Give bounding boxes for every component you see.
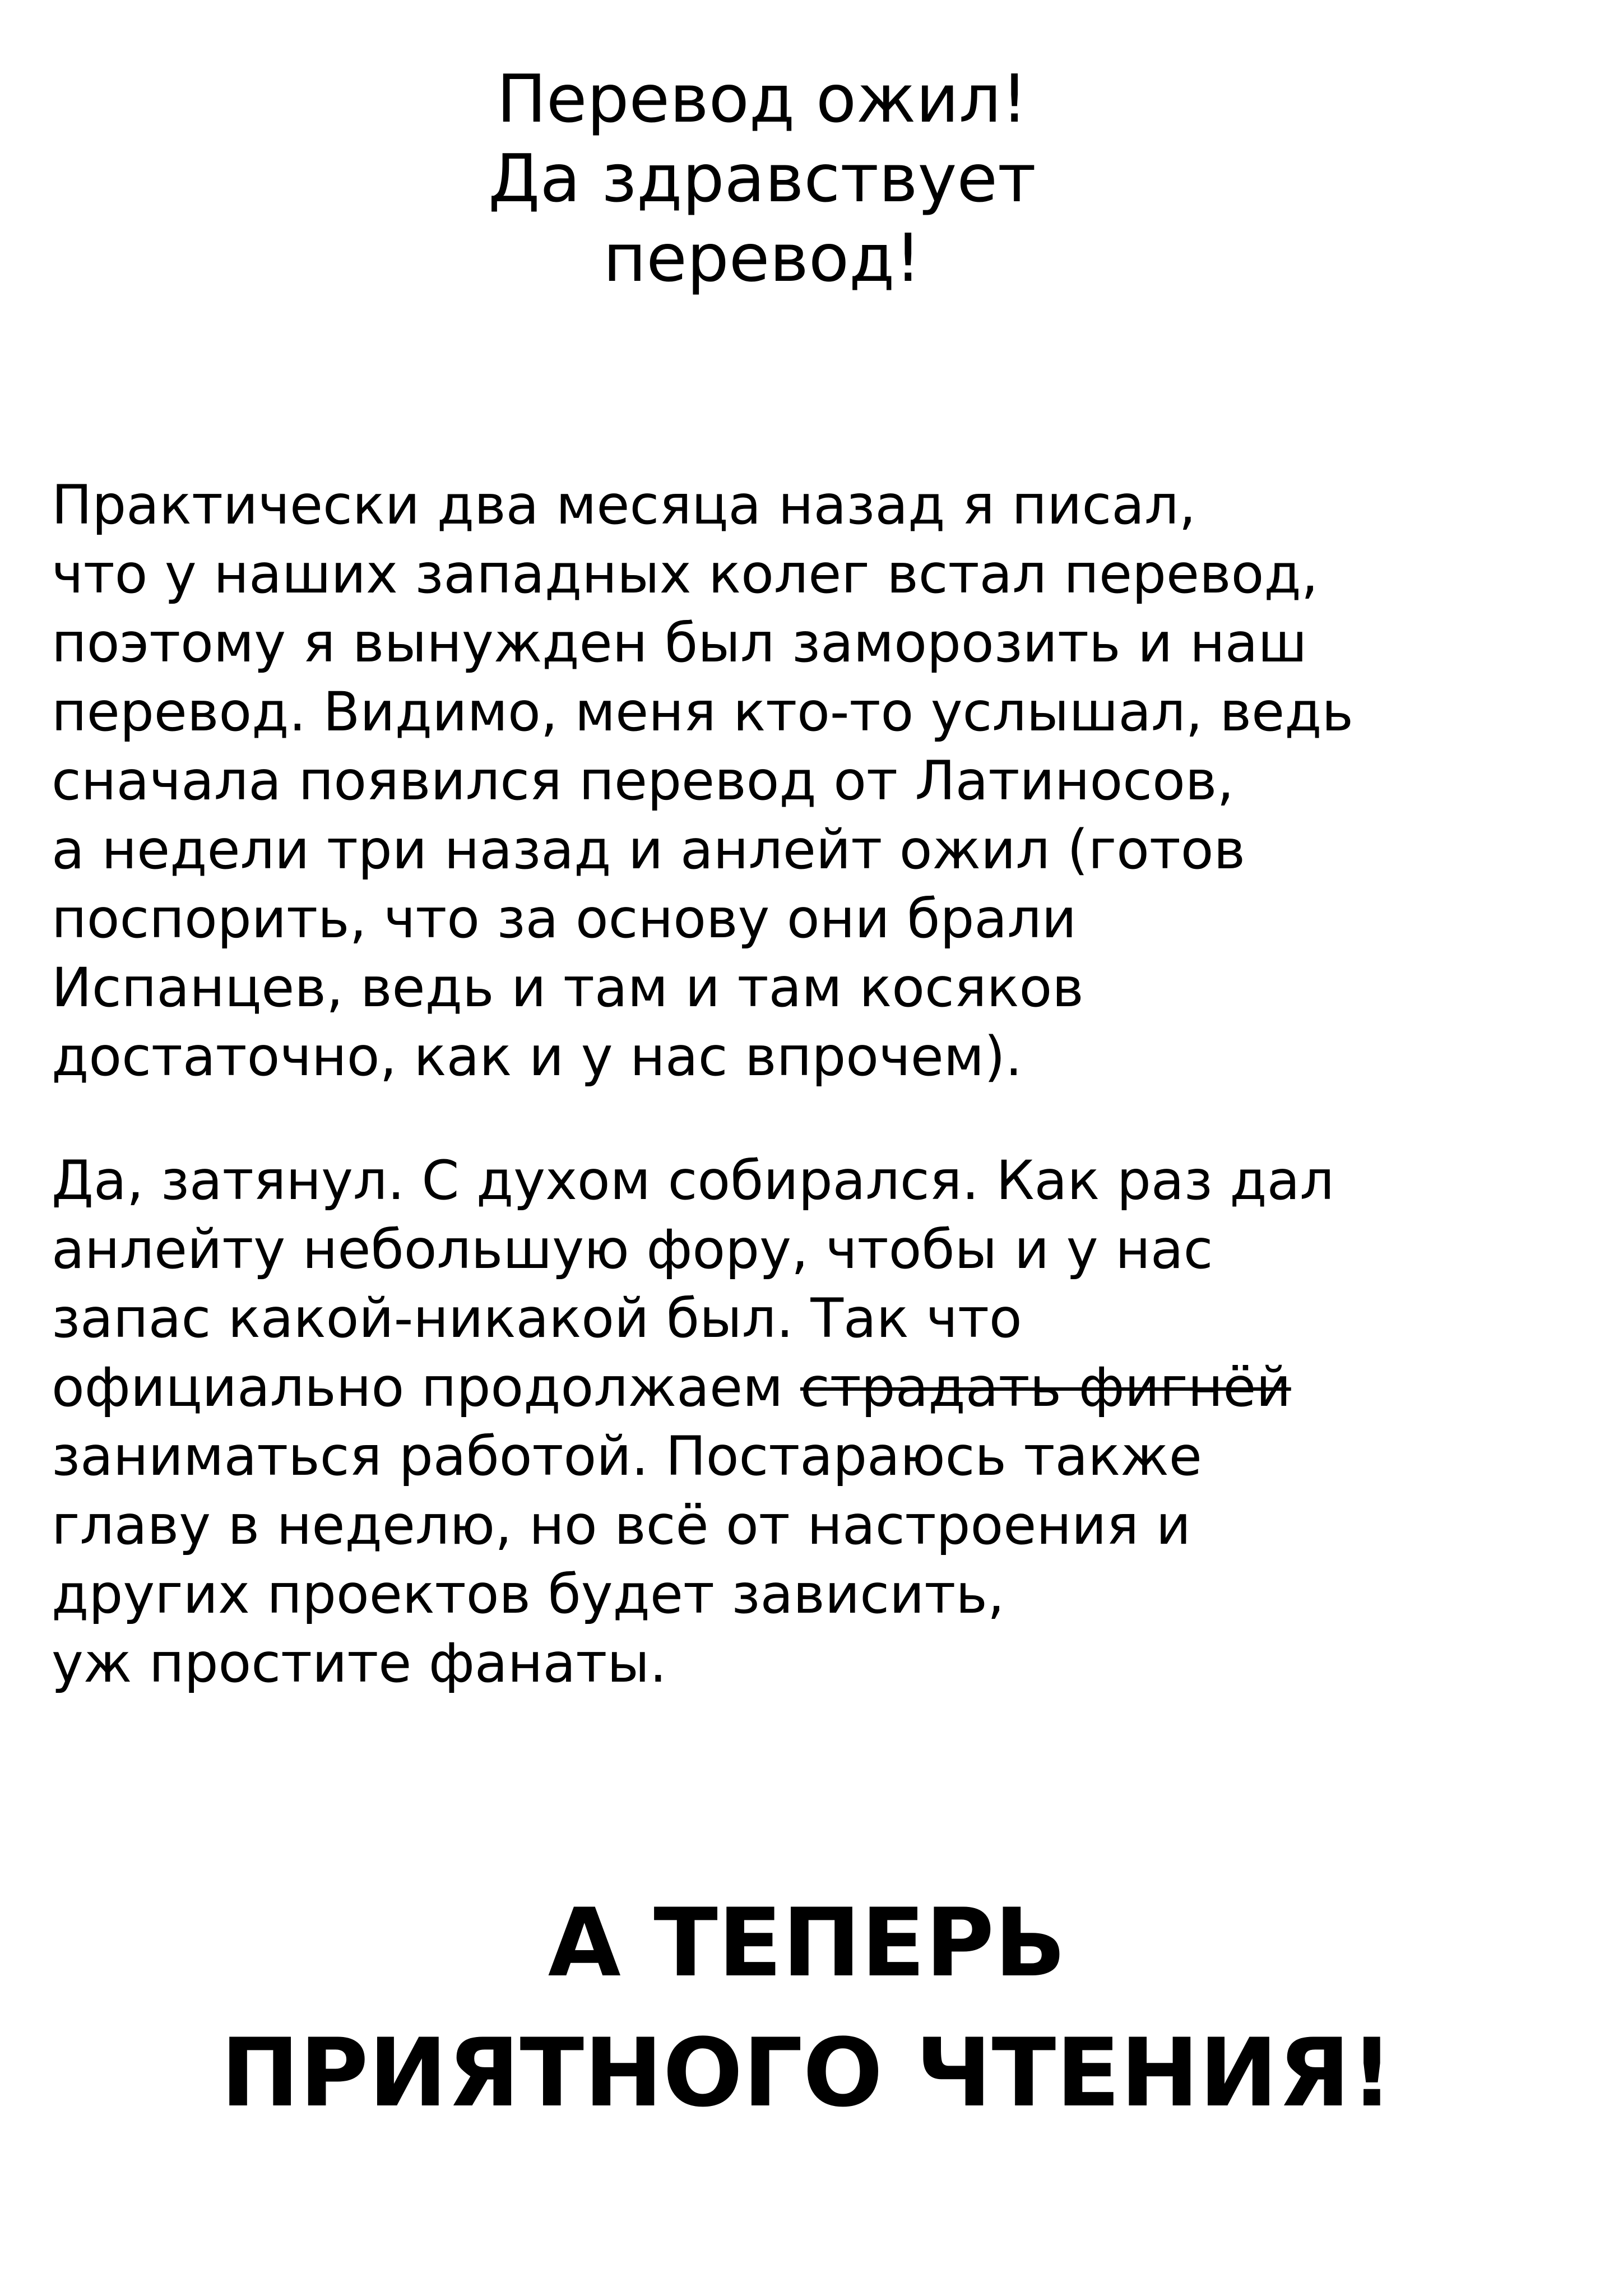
paragraph-line: поспорить, что за основу они брали <box>52 887 1077 950</box>
paragraph-line: что у наших западных колег встал перевод, <box>52 543 1319 605</box>
paragraph-line: главу в неделю, но всё от настроения и <box>52 1494 1191 1557</box>
paragraph-line: уж простите фанаты. <box>52 1632 667 1695</box>
paragraph-line: запас какой-никакой был. Так что <box>52 1287 1022 1350</box>
paragraph-line: поэтому я вынужден был заморозить и наш <box>52 612 1307 674</box>
paragraph-line: а недели три назад и анлейт ожил (готов <box>52 818 1246 881</box>
strikethrough-text: страдать фигнёй <box>800 1356 1291 1419</box>
paragraph-line-with-strikethrough <box>52 1353 1576 1422</box>
paragraph-line: Испанцев, ведь и там и там косяков <box>52 956 1084 1019</box>
paragraph-line: Практически два месяца назад я писал, <box>52 474 1196 536</box>
title-line: перевод! <box>603 219 921 297</box>
title-line: Да здравствует <box>488 140 1036 217</box>
paragraph-line: заниматься работой. Постараюсь также <box>52 1425 1202 1488</box>
paragraph-line: Да, затянул. С духом собирался. Как раз дал <box>52 1149 1334 1212</box>
closing-line: А ТЕПЕРЬ <box>548 1888 1066 1998</box>
paragraph-line: сначала появился перевод от Латиносов, <box>52 749 1234 812</box>
closing-line: ПРИЯТНОГО ЧТЕНИЯ! <box>220 2018 1394 2128</box>
paragraph-line: других проектов будет зависить, <box>52 1563 1005 1626</box>
paragraph-translation-status <box>52 471 1576 1091</box>
closing-heading <box>134 1878 1480 2138</box>
line-prefix: официально продолжаем <box>52 1356 800 1419</box>
page-title <box>336 59 1188 298</box>
title-line: Перевод ожил! <box>497 60 1028 137</box>
paragraph-continuation <box>52 1146 1576 1698</box>
paragraph-line: достаточно, как и у нас впрочем). <box>52 1025 1023 1088</box>
paragraph-line: перевод. Видимо, меня кто-то услышал, ведь <box>52 681 1354 743</box>
paragraph-line: анлейту небольшую фору, чтобы и у нас <box>52 1218 1213 1281</box>
